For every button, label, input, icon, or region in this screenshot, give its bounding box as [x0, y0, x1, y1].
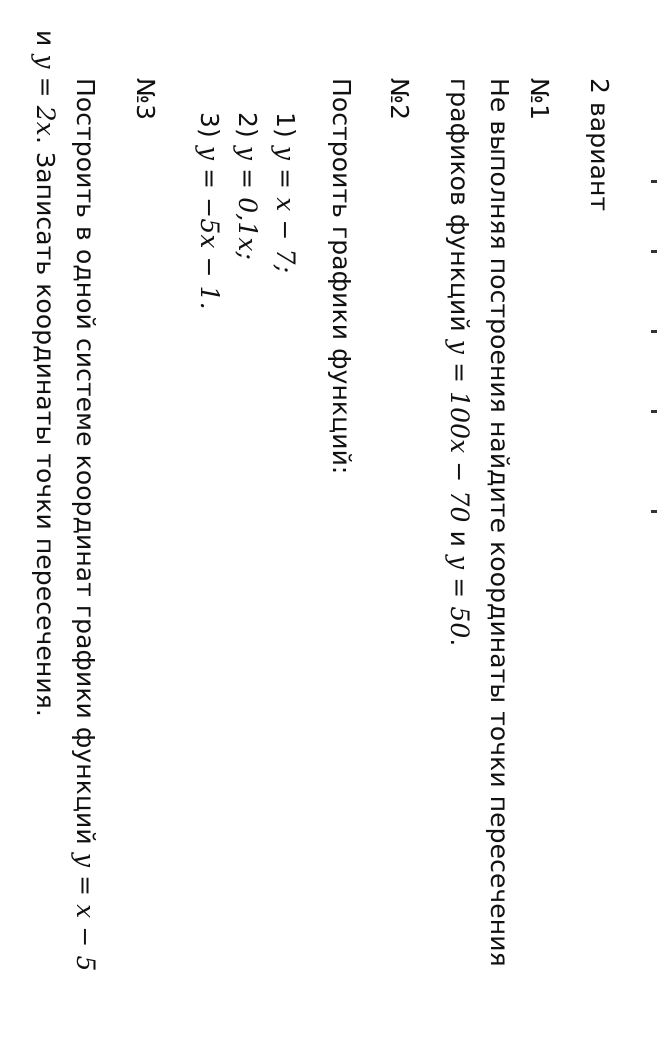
task2-intro: Построить графики функций: [327, 78, 356, 475]
task3-line2-suffix: . Записать координаты точки пересечения. [31, 135, 60, 717]
variant-title: 2 вариант [585, 78, 614, 212]
task3-line2 [29, 30, 61, 717]
task3-function2: y = 2x [31, 54, 60, 136]
task1-and: и [445, 522, 474, 555]
task1-line2-prefix: графиков функций [445, 78, 474, 340]
task2-item-formula: y = 0,1x; [233, 145, 262, 261]
task3-line2-prefix: и [31, 30, 60, 55]
task3-line1-prefix: Построить в одной системе координат графики функций [71, 78, 100, 853]
task1-function2: y = 50 [445, 554, 474, 639]
task2-number: №2 [385, 78, 414, 121]
task1-line1: Не выполняя построения найдите координаты точки пересечения [485, 78, 514, 967]
task1-function1: y = 100x − 70 [445, 339, 474, 523]
task1-end: . [445, 638, 474, 647]
task3-function1: y = x − 5 [71, 852, 100, 972]
task2-item-index: 3) [195, 112, 224, 138]
task3-line1 [69, 78, 101, 972]
task2-item-index: 2) [233, 112, 262, 138]
task2-item-formula: y = −5x − 1. [195, 145, 224, 310]
task1-number: №1 [525, 78, 554, 121]
task2-item [231, 112, 263, 260]
task2-item [269, 112, 301, 273]
task2-item-formula: y = x − 7; [271, 145, 300, 274]
cutoff-text-fragment [651, 180, 657, 880]
task2-item [193, 112, 225, 310]
task3-number: №3 [131, 78, 160, 121]
task2-item-index: 1) [271, 112, 300, 138]
task1-line2 [443, 78, 475, 646]
